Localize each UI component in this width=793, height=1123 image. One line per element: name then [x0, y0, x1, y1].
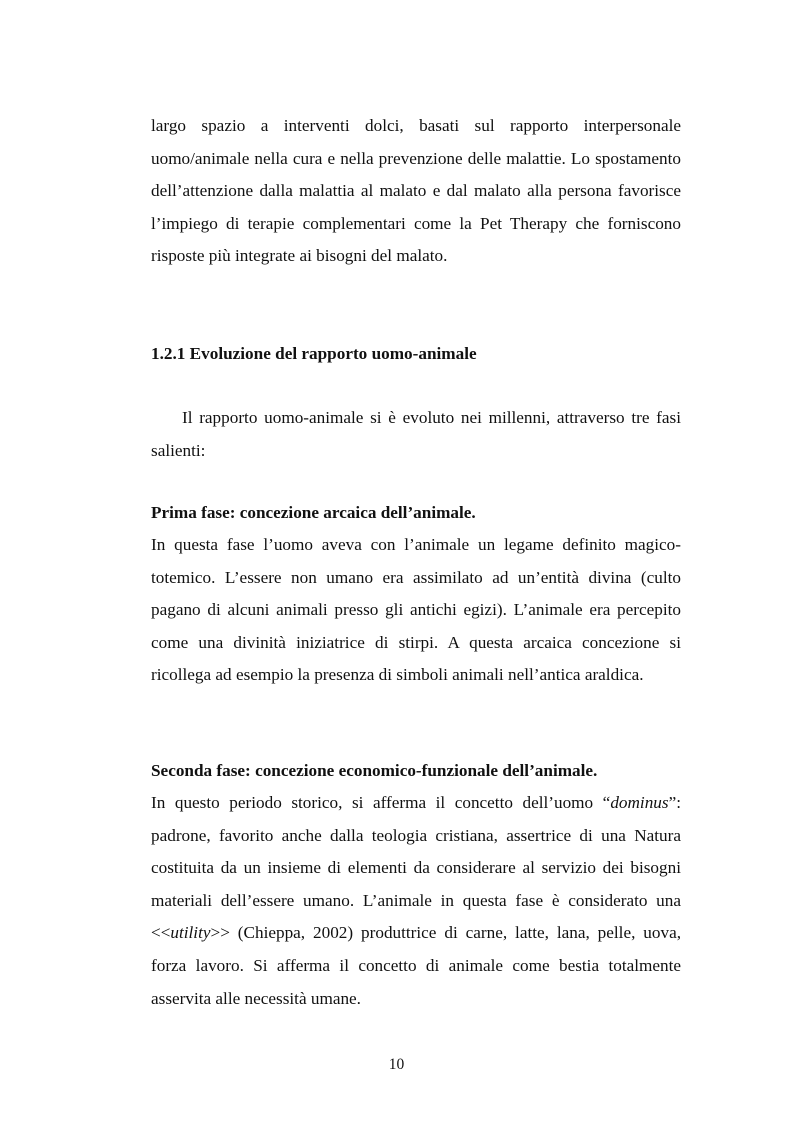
section-intro-paragraph: Il rapporto uomo-animale si è evoluto nei millenni, attraverso tre fasi salienti:: [151, 408, 681, 460]
phase2-paragraph: [151, 787, 681, 1015]
phase2-text-a: In questo periodo storico, si afferma il concetto dell’uomo “: [151, 793, 611, 812]
phase2-text-b: ”: padrone, favorito anche dalla teologia cristiana, assertrice di una Natura costituita da un insieme di elementi da considerare al servizio dei bisogni materiali dell’essere umano. L’animale in questa fase è considerato una <<: [151, 793, 681, 943]
phase1-title: Prima fase: concezione arcaica dell’animale.: [151, 503, 476, 522]
phase2-dominus-term: dominus: [610, 793, 669, 812]
phase2-title: Seconda fase: concezione economico-funzionale dell’animale.: [151, 761, 598, 780]
phase1-paragraph: In questa fase l’uomo aveva con l’animale un legame definito magico-totemico. L’essere non umano era assimilato ad un’entità divina (culto pagano di alcuni animali presso gli antichi egizi). L’animale era percepito come una divinità iniziatrice di stirpi. A questa arcaica concezione si ricollega ad esempio la presenza di simboli animali nell’antica araldica.: [151, 535, 681, 685]
section-heading: 1.2.1 Evoluzione del rapporto uomo-animale: [151, 344, 477, 363]
phase2-utility-term: utility: [170, 923, 211, 943]
page-number: 10: [388, 1056, 405, 1073]
intro-paragraph: largo spazio a interventi dolci, basati sul rapporto interpersonale uomo/animale nella cura e nella prevenzione delle malattie. Lo spostamento dell’attenzione dalla malattia al malato e dal malato alla persona favorisce l’impiego di terapie complementari come la Pet Therapy che forniscono risposte più integrate ai bisogni del malato.: [151, 116, 681, 266]
phase2-text-c: >> (Chieppa, 2002) produttrice di carne, latte, lana, pelle, uova, forza lavoro. Si afferma il concetto di animale come bestia totalmente asservita alle necessità umane.: [151, 923, 681, 1008]
